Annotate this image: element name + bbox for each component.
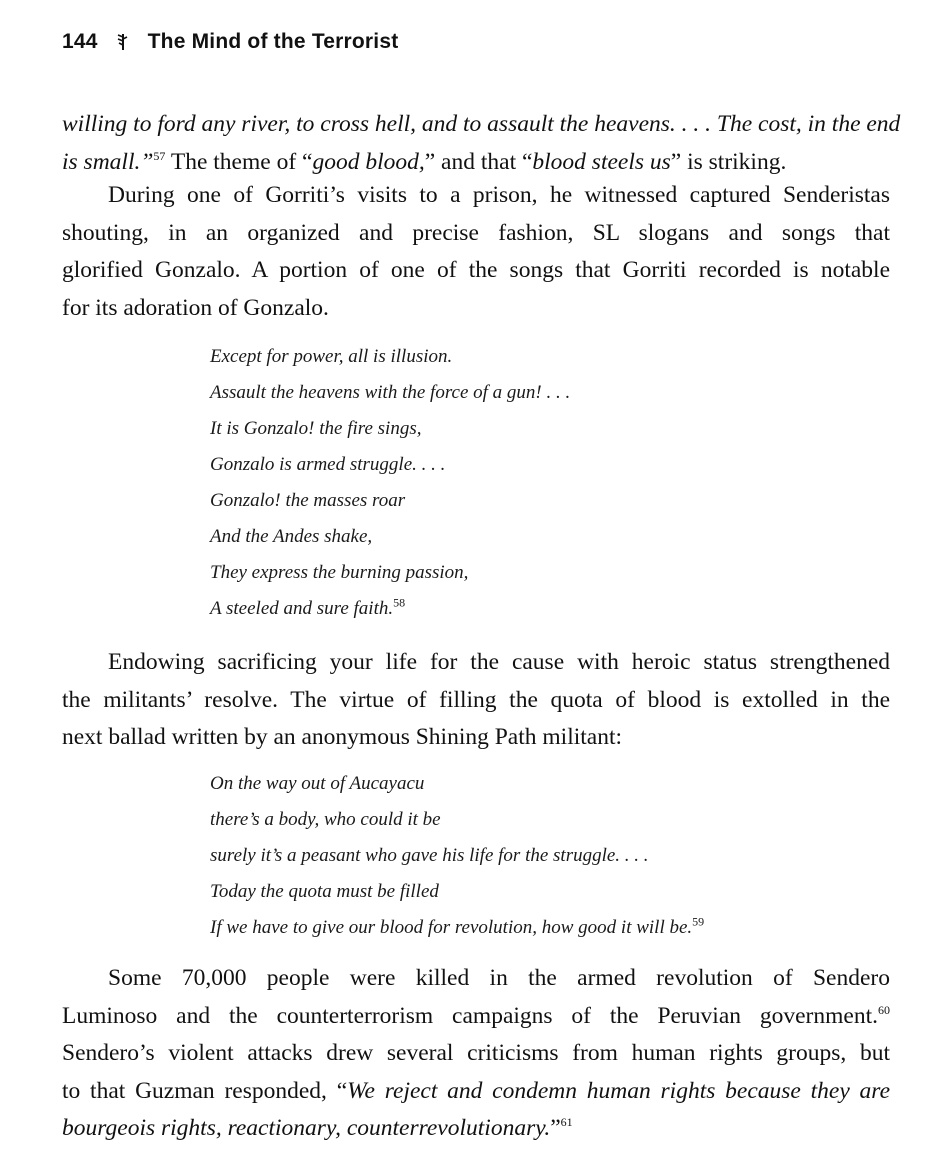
footnote-ref: 60 (878, 1002, 890, 1017)
verse-line: Gonzalo! the masses roar (210, 490, 406, 511)
leaf-ornament-icon (116, 33, 130, 51)
verse-line: They express the burning passion, (210, 562, 469, 583)
footnote-ref: 58 (393, 595, 406, 610)
paragraph (62, 644, 890, 757)
verse-line: It is Gonzalo! the fire sings, (210, 418, 422, 439)
verse-line: there’s a body, who could it be (210, 809, 441, 830)
footnote-ref: 59 (692, 914, 705, 929)
text-line (62, 1110, 890, 1148)
paragraph (62, 960, 890, 1148)
paragraph-continuation (62, 106, 901, 181)
text-line (62, 998, 890, 1036)
quote-italic: willing to ford any river, to cross hell, and to assault the heavens. . . . The cost, in the end (62, 111, 901, 137)
verse-line (210, 591, 570, 627)
text-line: During one of Gorriti’s visits to a prison, he witnessed captured Senderistas (108, 182, 890, 208)
quote-italic: good blood, (312, 148, 425, 175)
text-line: next ballad written by an anonymous Shining Path militant: (62, 724, 623, 750)
text-line: Endowing sacrificing your life for the cause with heroic status strengthened (108, 649, 890, 675)
verse-line: On the way out of Aucayacu (210, 773, 425, 794)
quote-italic: We reject and condemn human rights because they are (347, 1077, 890, 1104)
text-span: ” is striking. (670, 148, 787, 175)
text-span: Luminoso and the counterterrorism campaigns of the Peruvian government. (62, 1002, 878, 1029)
text-line: for its adoration of Gonzalo. (62, 294, 329, 321)
verse-text: If we have to give our blood for revolution, how good it will be. (210, 917, 693, 938)
page-number: 144 (62, 30, 98, 53)
verse-block (210, 339, 570, 627)
verse-text: A steeled and sure faith. (210, 598, 394, 619)
text-line: the militants’ resolve. The virtue of filling the quota of blood is extolled in the (62, 686, 890, 713)
footnote-ref: 61 (560, 1115, 573, 1130)
running-header (62, 26, 398, 58)
verse-line (210, 910, 704, 946)
verse-line: And the Andes shake, (210, 526, 373, 547)
verse-line: Assault the heavens with the force of a gun! . . . (210, 382, 571, 403)
running-title: The Mind of the Terrorist (147, 30, 399, 53)
quote-italic: is small.” (62, 148, 154, 175)
footnote-ref: 57 (153, 148, 166, 163)
text-line: shouting, in an organized and precise fashion, SL slogans and songs that (62, 219, 890, 246)
text-line: Some 70,000 people were killed in the armed revolution of Sendero (108, 965, 890, 991)
text-span: ” (550, 1115, 561, 1141)
text-line (62, 106, 901, 144)
text-span: ” and that “ (424, 148, 533, 175)
text-span: The theme of “ (165, 148, 313, 175)
verse-line: surely it’s a peasant who gave his life for the struggle. . . . (210, 845, 649, 866)
verse-line: Gonzalo is armed struggle. . . . (210, 454, 446, 475)
text-line: glorified Gonzalo. A portion of one of the songs that Gorriti recorded is notable (62, 257, 890, 283)
quote-italic: bourgeois rights, reactionary, counterrevolutionary. (62, 1115, 551, 1141)
text-line: Sendero’s violent attacks drew several criticisms from human rights groups, but (62, 1040, 890, 1066)
verse-block (210, 766, 704, 946)
paragraph (62, 177, 890, 327)
verse-line: Today the quota must be filled (210, 881, 439, 902)
quote-italic: blood steels us (532, 148, 671, 175)
text-line (62, 1073, 890, 1111)
verse-line: Except for power, all is illusion. (210, 346, 453, 367)
text-span: to that Guzman responded, “ (62, 1077, 348, 1104)
text-line (62, 144, 890, 182)
